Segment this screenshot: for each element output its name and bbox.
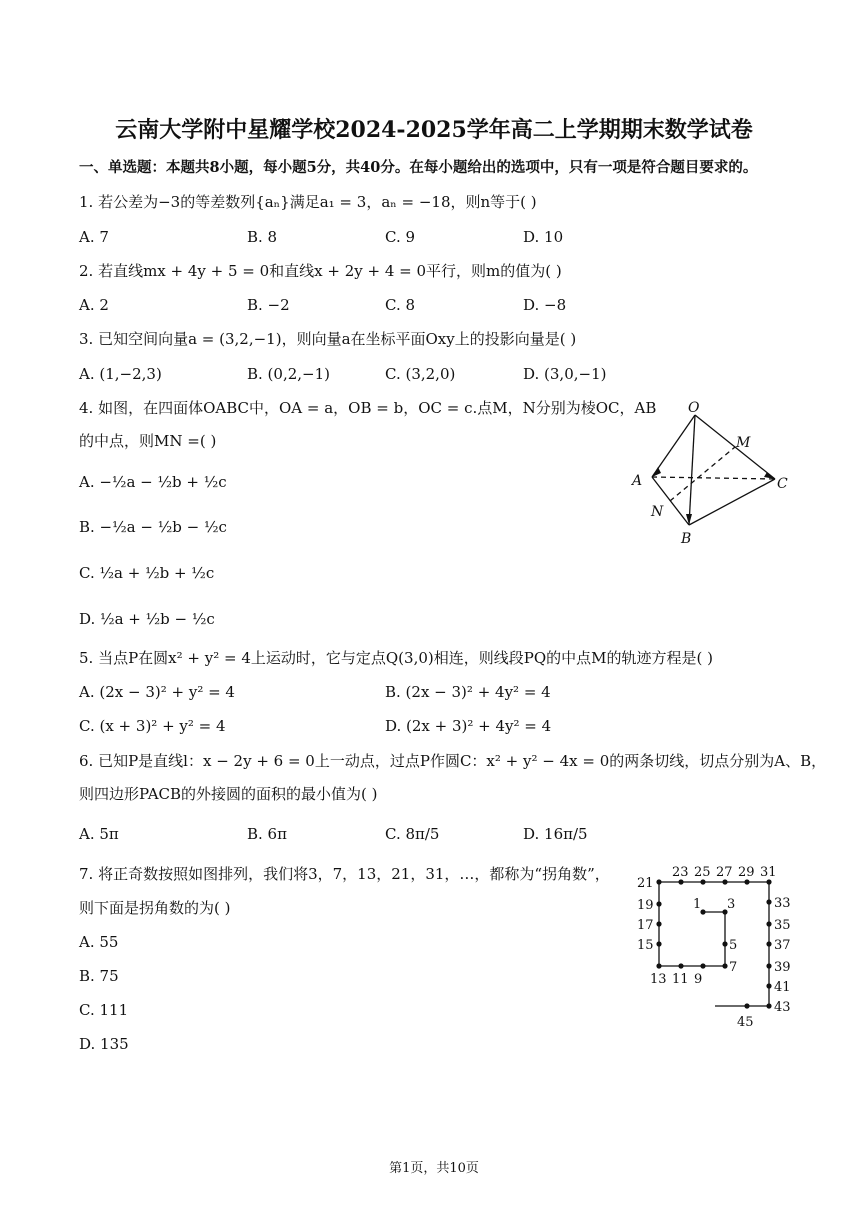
spiral-node xyxy=(656,921,661,926)
vertex-label-a: A xyxy=(632,473,643,489)
spiral-node xyxy=(766,963,771,968)
question-3-stem: 3. 已知空间向量a = (3,2,−1)，则向量a在坐标平面Oxy上的投影向量是( ) xyxy=(79,330,577,348)
spiral-path xyxy=(659,882,769,1006)
spiral-node xyxy=(766,899,771,904)
spiral-number-label: 27 xyxy=(716,865,733,880)
spiral-node xyxy=(656,963,661,968)
spiral-number-label: 37 xyxy=(774,938,791,953)
spiral-number-label: 11 xyxy=(672,972,689,987)
spiral-node xyxy=(722,879,727,884)
spiral-node xyxy=(766,1003,771,1008)
spiral-number-label: 7 xyxy=(729,960,738,975)
spiral-number-label: 5 xyxy=(729,938,738,953)
q1-option-a[interactable]: A. 7 xyxy=(79,228,109,246)
q2-option-c[interactable]: C. 8 xyxy=(385,296,416,314)
question-5-stem: 5. 当点P在圆x² + y² = 4上运动时，它与定点Q(3,0)相连，则线段PQ的中点M的轨迹方程是( ) xyxy=(79,649,713,667)
q4-option-c[interactable]: C. ½a + ½b + ½c xyxy=(79,564,215,582)
q4-option-b[interactable]: B. −½a − ½b − ½c xyxy=(79,518,227,536)
page-title: 云南大学附中星耀学校2024-2025学年高二上学期期末数学试卷 xyxy=(115,117,753,143)
spiral-number-label: 15 xyxy=(637,938,654,953)
spiral-number-label: 29 xyxy=(738,865,755,880)
spiral-number-label: 45 xyxy=(737,1015,754,1030)
q7-option-a[interactable]: A. 55 xyxy=(79,933,119,951)
spiral-node xyxy=(656,879,661,884)
spiral-number-label: 41 xyxy=(774,980,791,995)
vertex-label-o: O xyxy=(688,400,700,416)
question-7-stem-line1: 7. 将正奇数按照如图排列，我们将3，7，13，21，31，…，都称为“拐角数”， xyxy=(79,865,610,883)
odd-number-spiral-figure xyxy=(630,858,795,1033)
question-4-stem-line1: 4. 如图，在四面体OABC中，OA = a，OB = b，OC = c.点M，N分别为棱OC，AB xyxy=(79,399,657,417)
spiral-node xyxy=(744,1003,749,1008)
spiral-number-label: 19 xyxy=(637,898,654,913)
spiral-number-label: 33 xyxy=(774,896,791,911)
q1-option-d[interactable]: D. 10 xyxy=(523,228,564,246)
q6-option-d[interactable]: D. 16π/5 xyxy=(523,825,588,843)
spiral-node xyxy=(722,963,727,968)
vertex-label-b: B xyxy=(681,531,692,547)
q7-option-d[interactable]: D. 135 xyxy=(79,1035,129,1053)
q1-option-c[interactable]: C. 9 xyxy=(385,228,416,246)
q1-option-b[interactable]: B. 8 xyxy=(247,228,278,246)
section-heading: 一、单选题：本题共8小题，每小题5分，共40分。在每小题给出的选项中，只有一项是符合题目要求的。 xyxy=(79,159,758,176)
spiral-node xyxy=(766,879,771,884)
q3-option-a[interactable]: A. (1,−2,3) xyxy=(79,365,162,383)
question-6-stem-line2: 则四边形PACB的外接圆的面积的最小值为( ) xyxy=(79,785,378,803)
spiral-number-label: 25 xyxy=(694,865,711,880)
spiral-node xyxy=(722,941,727,946)
spiral-number-label: 31 xyxy=(760,865,777,880)
spiral-number-label: 1 xyxy=(693,897,702,912)
spiral-node xyxy=(678,963,683,968)
spiral-number-label: 17 xyxy=(637,918,654,933)
q6-option-b[interactable]: B. 6π xyxy=(247,825,287,843)
question-2-stem: 2. 若直线mx + 4y + 5 = 0和直线x + 2y + 4 = 0平行，则m的值为( ) xyxy=(79,262,562,280)
q2-option-b[interactable]: B. −2 xyxy=(247,296,290,314)
question-4-stem-line2: 的中点，则MN =( ) xyxy=(79,432,217,450)
question-6-stem-line1: 6. 已知P是直线l：x − 2y + 6 = 0上一动点，过点P作圆C：x² + y² − 4x = 0的两条切线，切点分别为A、B， xyxy=(79,752,827,770)
q3-option-b[interactable]: B. (0,2,−1) xyxy=(247,365,330,383)
spiral-node xyxy=(656,941,661,946)
spiral-number-label: 21 xyxy=(637,876,654,891)
q5-option-d[interactable]: D. (2x + 3)² + 4y² = 4 xyxy=(385,717,552,735)
spiral-node xyxy=(766,983,771,988)
spiral-node xyxy=(700,879,705,884)
q5-option-b[interactable]: B. (2x − 3)² + 4y² = 4 xyxy=(385,683,551,701)
spiral-number-label: 35 xyxy=(774,918,791,933)
spiral-number-label: 39 xyxy=(774,960,791,975)
tetrahedron-figure xyxy=(625,395,795,550)
q4-option-d[interactable]: D. ½a + ½b − ½c xyxy=(79,610,215,628)
q5-option-a[interactable]: A. (2x − 3)² + y² = 4 xyxy=(79,683,235,701)
vertex-label-c: C xyxy=(777,476,788,492)
page-footer: 第1页，共10页 xyxy=(389,1161,479,1176)
point-label-m: M xyxy=(736,435,751,451)
q5-option-c[interactable]: C. (x + 3)² + y² = 4 xyxy=(79,717,226,735)
q3-option-c[interactable]: C. (3,2,0) xyxy=(385,365,456,383)
spiral-node xyxy=(700,963,705,968)
q7-option-c[interactable]: C. 111 xyxy=(79,1001,129,1019)
spiral-node xyxy=(766,921,771,926)
spiral-node xyxy=(656,901,661,906)
q3-option-d[interactable]: D. (3,0,−1) xyxy=(523,365,607,383)
spiral-node xyxy=(678,879,683,884)
spiral-number-label: 43 xyxy=(774,1000,791,1015)
point-label-n: N xyxy=(651,504,664,520)
spiral-number-label: 13 xyxy=(650,972,667,987)
q6-option-c[interactable]: C. 8π/5 xyxy=(385,825,440,843)
q2-option-d[interactable]: D. −8 xyxy=(523,296,567,314)
q6-option-a[interactable]: A. 5π xyxy=(79,825,119,843)
q4-option-a[interactable]: A. −½a − ½b + ½c xyxy=(79,473,227,491)
q2-option-a[interactable]: A. 2 xyxy=(79,296,109,314)
spiral-number-label: 23 xyxy=(672,865,689,880)
question-1-stem: 1. 若公差为−3的等差数列{aₙ}满足a₁ = 3，aₙ = −18，则n等于( ) xyxy=(79,193,537,211)
question-7-stem-line2: 则下面是拐角数的为( ) xyxy=(79,899,231,917)
spiral-node xyxy=(766,941,771,946)
spiral-number-label: 3 xyxy=(727,897,736,912)
spiral-node xyxy=(744,879,749,884)
q7-option-b[interactable]: B. 75 xyxy=(79,967,119,985)
spiral-number-label: 9 xyxy=(694,972,703,987)
